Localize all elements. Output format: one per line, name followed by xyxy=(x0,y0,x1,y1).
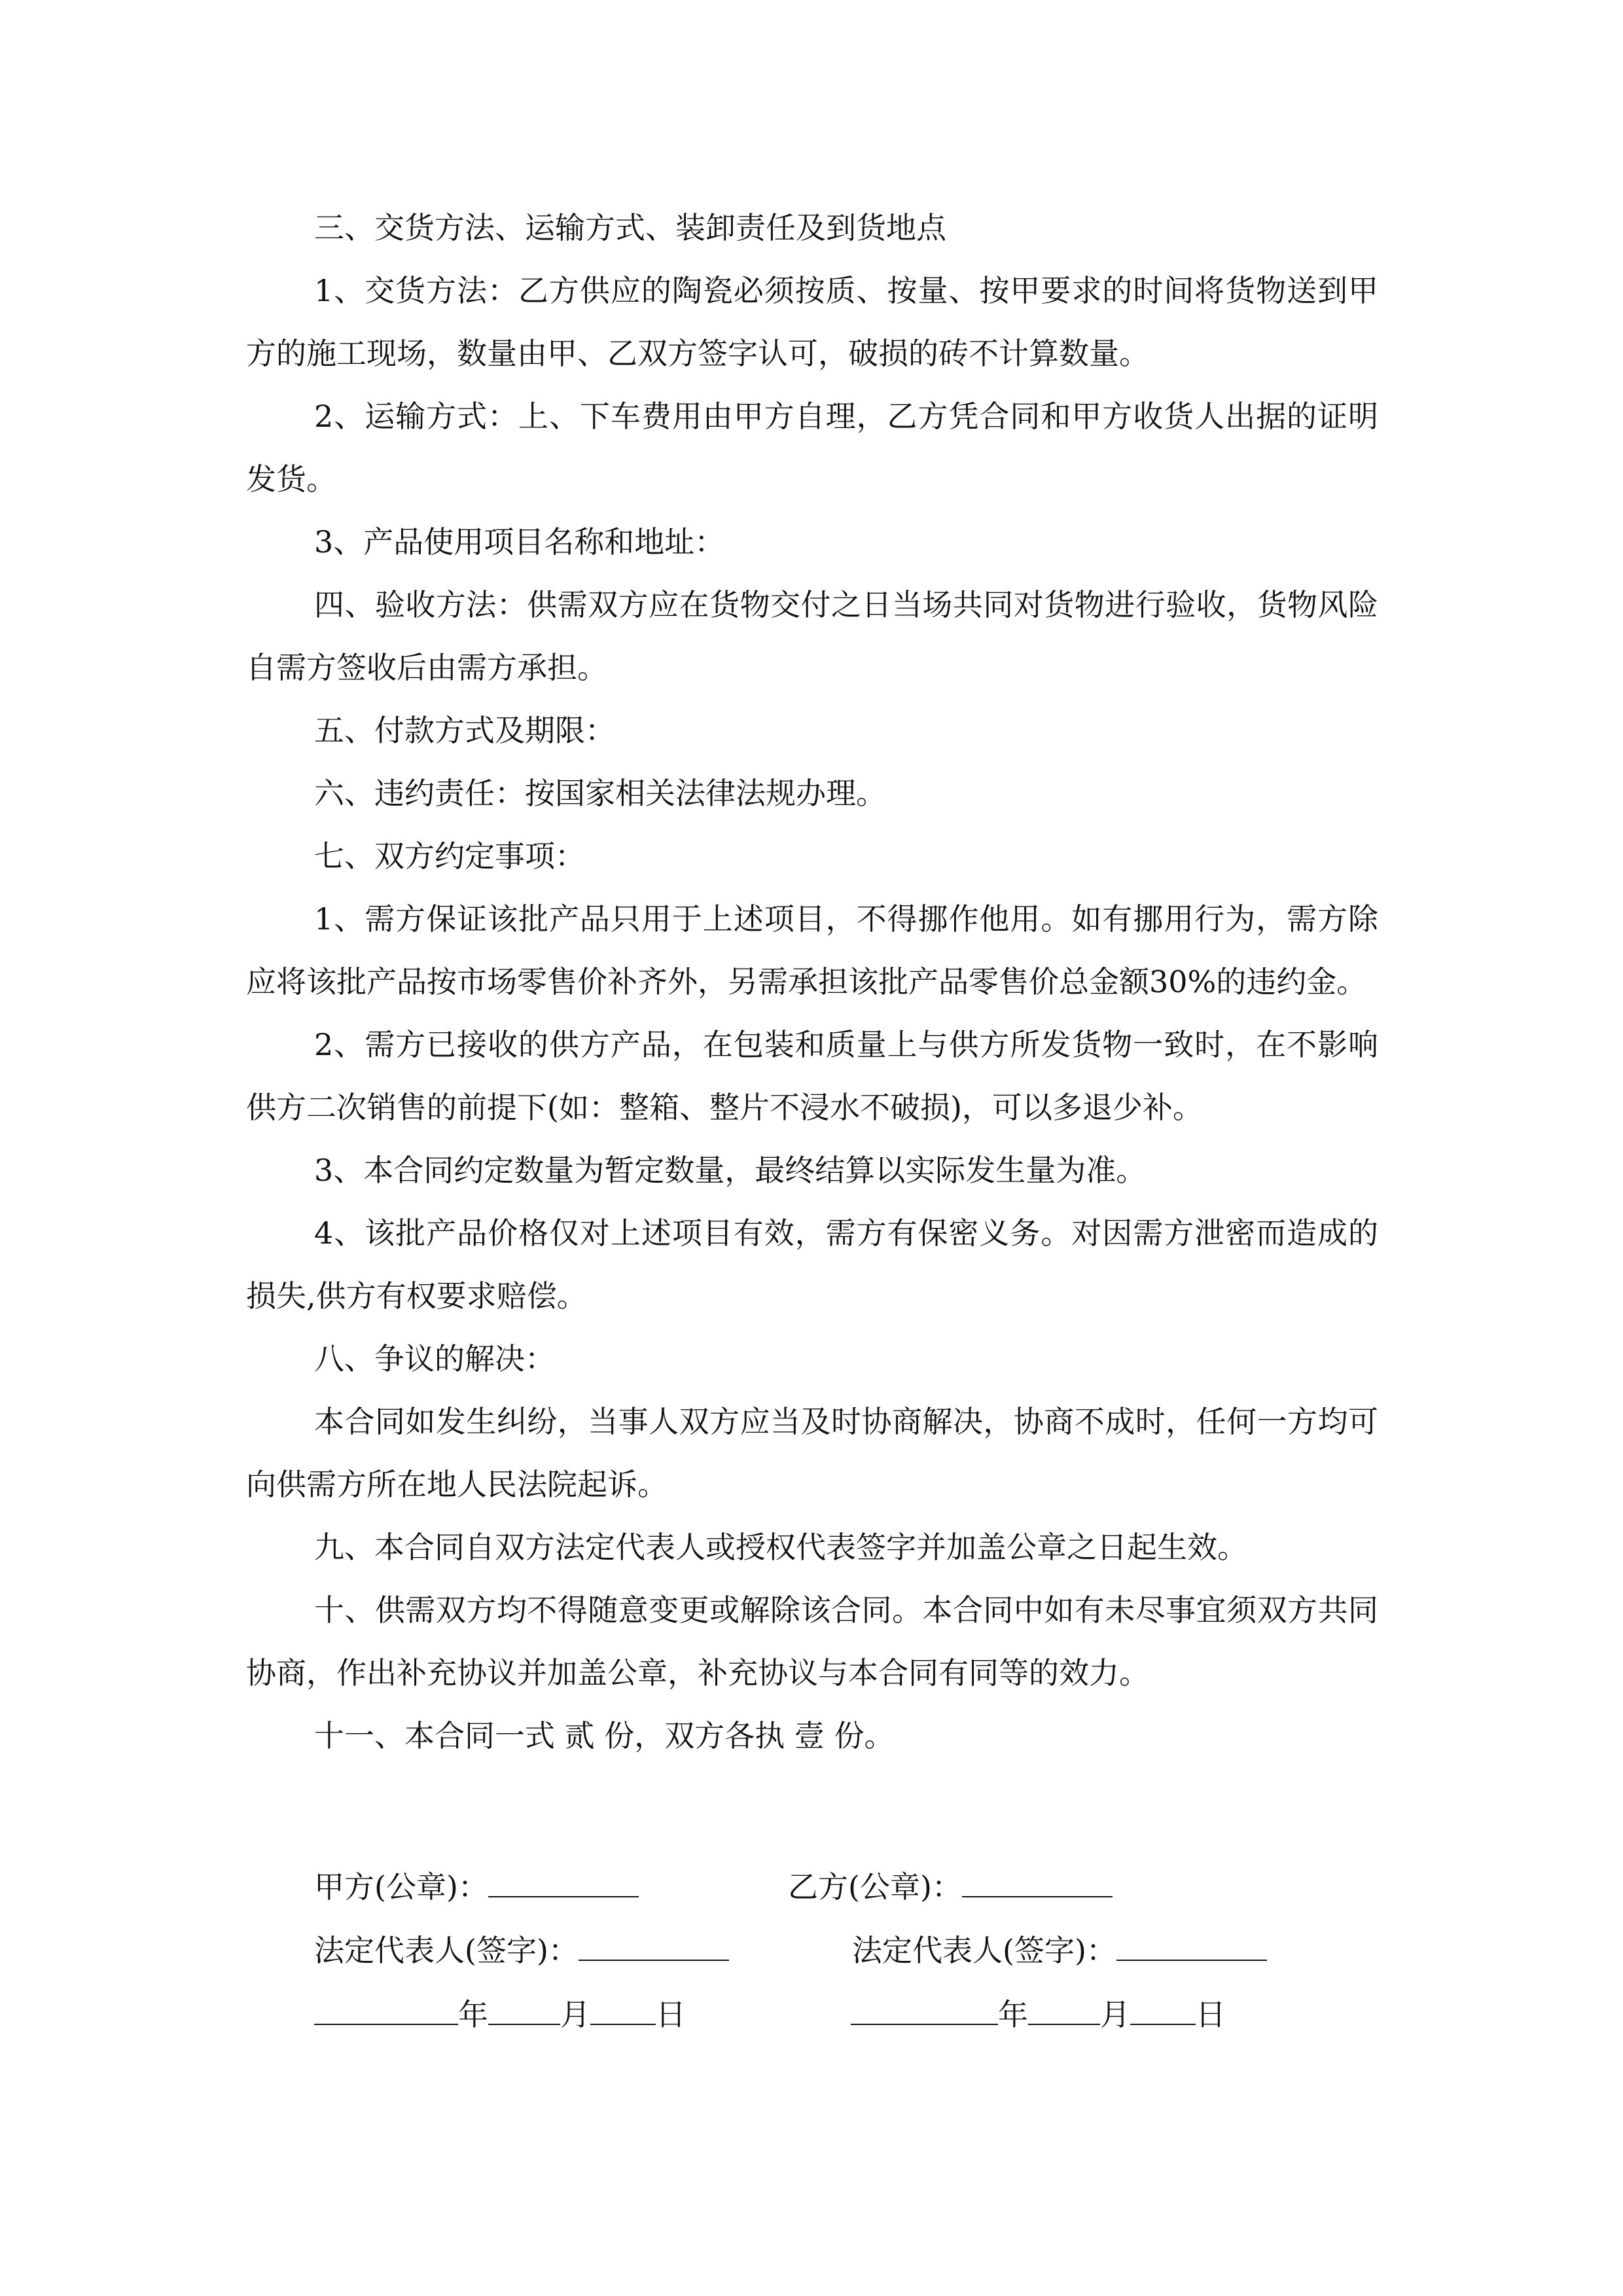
date-a-line xyxy=(314,1983,686,2046)
section-three-heading: 三、交货方法、运输方式、装卸责任及到货地点 xyxy=(314,210,946,245)
rep-a-sign-line xyxy=(314,1919,729,1982)
party-a-seal-line xyxy=(314,1856,639,1918)
date-a-year-label: 年 xyxy=(458,1997,488,2032)
section-four-paragraph: 四、验收方法：供需双方应在货物交付之日当场共同对货物进行验收，货物风险自需方签收后由需方承担。 xyxy=(246,587,1378,685)
rep-b-sign-blank xyxy=(1116,1933,1267,1961)
rep-a-sign-blank xyxy=(579,1933,729,1961)
party-a-seal-blank xyxy=(488,1870,639,1897)
transport-method-paragraph: 2、运输方式：上、下车费用由甲方自理，乙方凭合同和甲方收货人出据的证明发货。 xyxy=(246,399,1378,497)
contract-page xyxy=(246,196,1378,1767)
agreement-item-1: 1、需方保证该批产品只用于上述项目，不得挪作他用。如有挪用行为，需方除应将该批产品按市场零售价补齐外，另需承担该批产品零售价总金额30%的违约金。 xyxy=(246,901,1378,999)
dispute-paragraph: 本合同如发生纠纷，当事人双方应当及时协商解决，协商不成时，任何一方均可向供需方所在地人民法院起诉。 xyxy=(246,1404,1378,1502)
date-a-day-blank xyxy=(590,1998,656,2025)
section-six-paragraph: 六、违约责任：按国家相关法律法规办理。 xyxy=(314,776,886,811)
date-a-month-label: 月 xyxy=(560,1997,590,2032)
agreement-item-2: 2、需方已接收的供方产品，在包装和质量上与供方所发货物一致时，在不影响供方二次销售的前提下(如：整箱、整片不浸水不破损)，可以多退少补。 xyxy=(246,1027,1378,1125)
section-seven-heading: 七、双方约定事项： xyxy=(314,838,585,874)
date-b-year-label: 年 xyxy=(998,1997,1028,2032)
date-b-year-blank xyxy=(851,1998,998,2025)
date-b-line xyxy=(851,1983,1226,2046)
date-b-day-blank xyxy=(1130,1998,1196,2025)
date-b-month-blank xyxy=(1028,1998,1100,2025)
agreement-item-4: 4、该批产品价格仅对上述项目有效，需方有保密义务。对因需方泄密而造成的损失,供方有权要求赔偿。 xyxy=(246,1215,1378,1314)
party-a-seal-label: 甲方(公章)： xyxy=(314,1869,488,1905)
party-b-seal-label: 乙方(公章)： xyxy=(788,1869,962,1905)
rep-b-sign-line xyxy=(852,1919,1267,1982)
date-a-year-blank xyxy=(314,1998,458,2025)
date-b-month-label: 月 xyxy=(1100,1997,1130,2032)
section-five-heading: 五、付款方式及期限： xyxy=(314,713,615,748)
delivery-method-paragraph: 1、交货方法：乙方供应的陶瓷必须按质、按量、按甲要求的时间将货物送到甲方的施工现场，数量由甲、乙双方签字认可，破损的砖不计算数量。 xyxy=(246,273,1378,371)
rep-b-sign-label: 法定代表人(签字)： xyxy=(852,1933,1116,1968)
party-b-seal-blank xyxy=(962,1870,1113,1897)
section-nine-paragraph: 九、本合同自双方法定代表人或授权代表签字并加盖公章之日起生效。 xyxy=(314,1530,1247,1565)
project-name-paragraph: 3、产品使用项目名称和地址： xyxy=(314,524,725,560)
section-eight-heading: 八、争议的解决： xyxy=(314,1341,555,1376)
agreement-item-3: 3、本合同约定数量为暂定数量，最终结算以实际发生量为准。 xyxy=(314,1153,1147,1188)
rep-a-sign-label: 法定代表人(签字)： xyxy=(314,1933,579,1968)
date-a-day-label: 日 xyxy=(656,1997,686,2032)
section-eleven-paragraph: 十一、本合同一式 贰 份，双方各执 壹 份。 xyxy=(314,1718,895,1753)
date-a-month-blank xyxy=(488,1998,560,2025)
section-ten-paragraph: 十、供需双方均不得随意变更或解除该合同。本合同中如有未尽事宜须双方共同协商，作出补充协议并加盖公章，补充协议与本合同有同等的效力。 xyxy=(246,1592,1378,1691)
date-b-day-label: 日 xyxy=(1196,1997,1226,2032)
party-b-seal-line xyxy=(788,1856,1113,1918)
